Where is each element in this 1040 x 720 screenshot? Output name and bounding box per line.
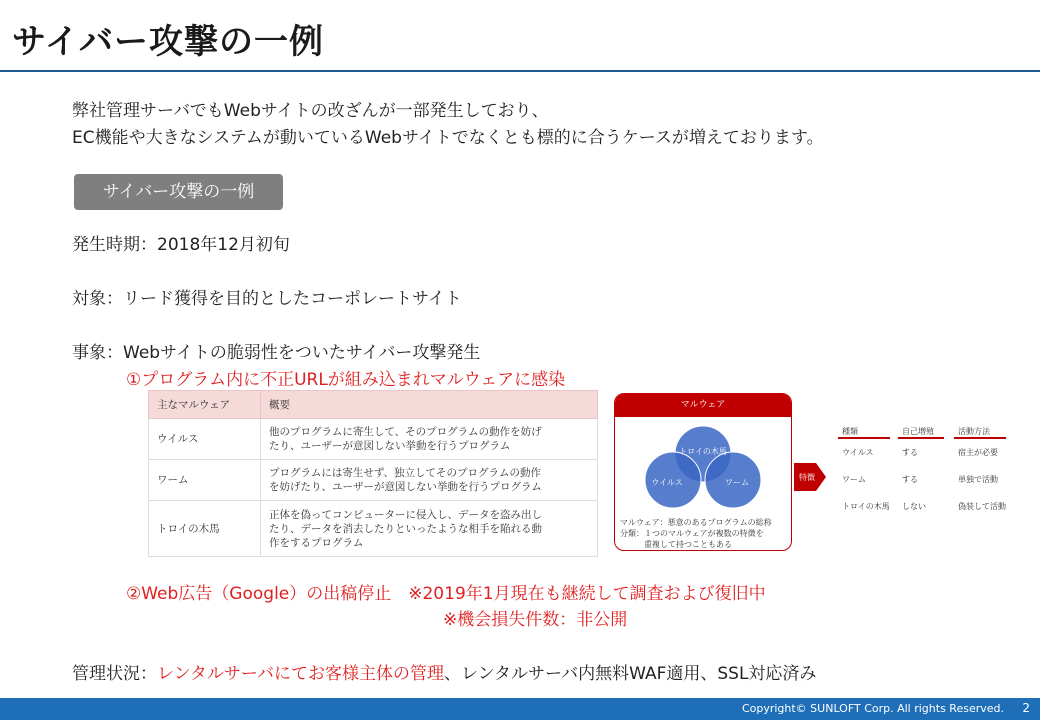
malware-desc: [261, 460, 598, 501]
page-number: 2: [1022, 701, 1030, 715]
management-prefix: 管理状況：: [72, 664, 157, 684]
table-row: [149, 460, 598, 501]
desc-line: プログラムには寄生せず、独立してそのプログラムの動作: [269, 467, 541, 479]
desc-line: 他のプログラムに寄生して、そのプログラムの動作を妨げ: [269, 426, 542, 438]
feature-header: 活動方法: [958, 427, 990, 436]
circle-label: トロイの木馬: [679, 447, 727, 456]
table-header: 主なマルウェア: [149, 391, 261, 419]
desc-line: たり、ユーザーが意図しない挙動を行うプログラム: [269, 440, 511, 452]
feature-header: 種類: [842, 427, 858, 436]
arrow-label: 特徴: [799, 473, 815, 482]
diagram-header: マルウェア: [615, 394, 791, 417]
table-row: [149, 501, 598, 557]
management-rest: 、レンタルサーバ内無料WAF適用、SSL対応済み: [444, 664, 817, 684]
feature-header: 自己増殖: [902, 427, 934, 436]
desc-line: を妨げたり、ユーザーが意図しない挙動を行うプログラム: [269, 481, 542, 493]
feature-cell: しない: [902, 502, 926, 511]
feature-arrow-icon: [794, 460, 828, 494]
note-line: 重複して持つこともある: [644, 540, 732, 549]
circle-label: ワーム: [725, 478, 749, 487]
footer-bar: [0, 698, 1040, 720]
table-header: 概要: [261, 391, 598, 419]
intro-line-1: 弊社管理サーバでもWebサイトの改ざんが一部発生しており、: [72, 101, 549, 121]
circle-label: ウイルス: [651, 478, 683, 487]
item1-text: ①プログラム内に不正URLが組み込まれマルウェアに感染: [126, 370, 566, 390]
feature-cell: 宿主が必要: [958, 448, 998, 457]
feature-header-rule: [898, 437, 944, 439]
malware-name: ワーム: [149, 460, 261, 501]
slide-title: サイバー攻撃の一例: [12, 22, 324, 62]
feature-cell: 偽装して活動: [958, 502, 1006, 511]
malware-desc: [261, 501, 598, 557]
section-tag: サイバー攻撃の一例: [74, 174, 283, 210]
table-row: [149, 419, 598, 460]
malware-name: トロイの木馬: [149, 501, 261, 557]
note-line: マルウェア：悪意のあるプログラムの総称: [620, 518, 772, 527]
management-status: [72, 659, 816, 684]
item2-text: ②Web広告（Google）の出稿停止 ※2019年1月現在も継続して調査および復旧中: [126, 584, 766, 604]
malware-desc: [261, 419, 598, 460]
desc-line: 作をするプログラム: [269, 536, 364, 549]
table-header-row: [149, 391, 598, 419]
feature-cell: トロイの木馬: [842, 502, 890, 511]
feature-cell: ワーム: [842, 475, 866, 484]
feature-cell: 単独で活動: [958, 475, 998, 484]
title-divider: [0, 70, 1040, 72]
feature-header-rule: [954, 437, 1006, 439]
incident-text: 事象：Webサイトの脆弱性をついたサイバー攻撃発生: [72, 343, 481, 363]
desc-line: 正体を偽ってコンピューターに侵入し、データを盗み出し: [269, 508, 542, 521]
malware-name: ウイルス: [149, 419, 261, 460]
intro-line-2: EC機能や大きなシステムが動いているWebサイトでなくとも標的に合うケースが増えております。: [72, 128, 824, 148]
malware-table: [148, 390, 598, 557]
diagram-note: [620, 517, 772, 550]
period-text: 発生時期：2018年12月初旬: [72, 235, 290, 255]
feature-cell: する: [902, 448, 918, 457]
feature-cell: する: [902, 475, 918, 484]
management-highlight: レンタルサーバにてお客様主体の管理: [157, 664, 445, 684]
desc-line: たり、データを消去したりといったような相手を陥れる動: [269, 522, 542, 535]
copyright-text: Copyright© SUNLOFT Corp. All rights Reserved.: [741, 702, 1004, 715]
note-line: 分類：１つのマルウェアが複数の特徴を: [620, 529, 764, 538]
feature-cell: ウイルス: [842, 448, 874, 457]
item2-note: ※機会損失件数：非公開: [443, 610, 628, 630]
target-text: 対象：リード獲得を目的としたコーポレートサイト: [72, 289, 462, 309]
intro-text: [72, 98, 824, 152]
feature-header-rule: [838, 437, 890, 439]
